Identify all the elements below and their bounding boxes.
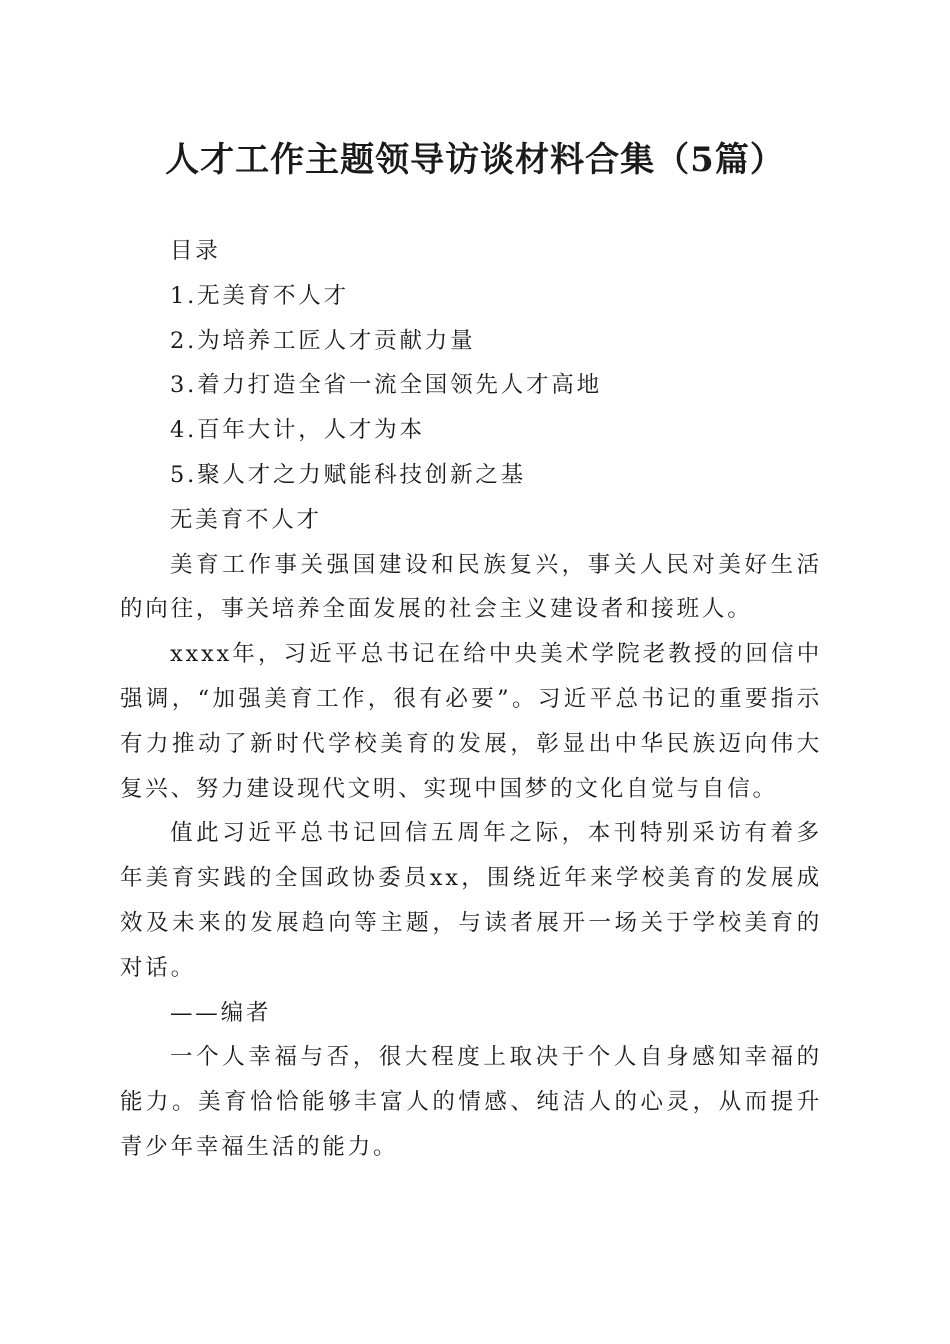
toc-item-1: 1.无美育不人才 (170, 282, 349, 309)
document-body (120, 229, 822, 1170)
toc-item-4: 4.百年大计，人才为本 (170, 417, 425, 444)
article-heading: 无美育不人才 (170, 506, 322, 533)
toc-item-3: 3.着力打造全省一流全国领先人才高地 (170, 372, 602, 399)
article-paragraph: 值此习近平总书记回信五周年之际，本刊特别采访有着多年美育实践的全国政协委员xx，围绕近年来学校美育的发展成效及未来的发展趋向等主题，与读者展开一场关于学校美育的对话。 (120, 820, 822, 981)
toc-item-5: 5.聚人才之力赋能科技创新之基 (170, 461, 526, 488)
document-title: 人才工作主题领导访谈材料合集（5篇） (165, 140, 785, 180)
toc-heading: 目录 (170, 238, 221, 264)
editor-signature: ——编者 (170, 999, 272, 1026)
article-paragraph: 一个人幸福与否，很大程度上取决于个人自身感知幸福的能力。美育恰恰能够丰富人的情感、纯洁人的心灵，从而提升青少年幸福生活的能力。 (120, 1044, 822, 1160)
toc-item-2: 2.为培养工匠人才贡献力量 (170, 327, 476, 354)
article-paragraph: xxxx年，习近平总书记在给中央美术学院老教授的回信中强调，“加强美育工作，很有必要”。习近平总书记的重要指示有力推动了新时代学校美育的发展，彰显出中华民族迈向伟大复兴、努力建设现代文明、实现中国梦的文化自觉与自信。 (120, 641, 822, 802)
article-paragraph: 美育工作事关强国建设和民族复兴，事关人民对美好生活的向往，事关培养全面发展的社会主义建设者和接班人。 (120, 551, 822, 623)
